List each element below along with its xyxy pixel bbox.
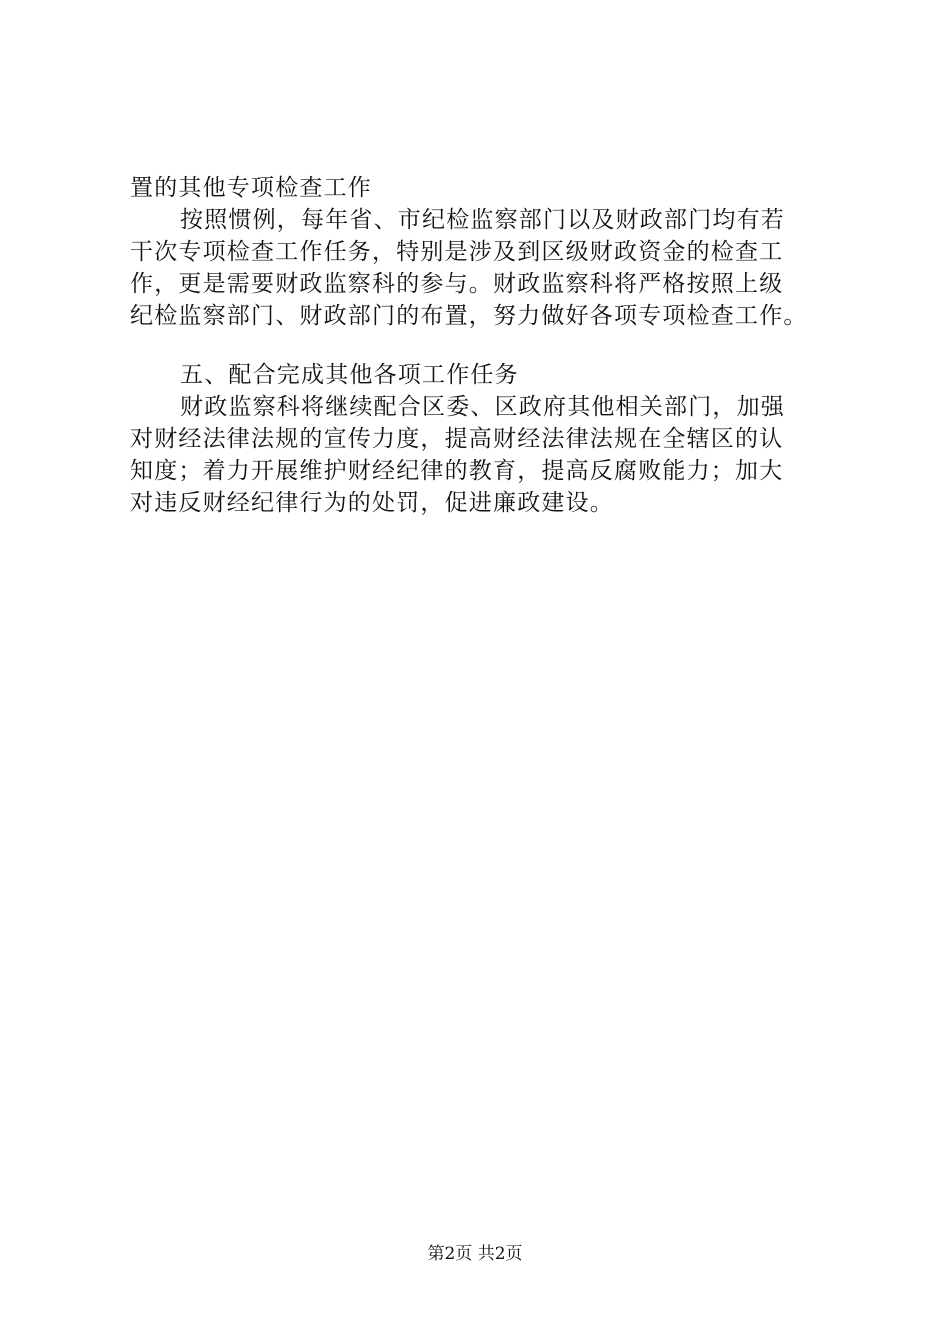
text-line: 纪检监察部门、财政部门的布置，努力做好各项专项检查工作。 [130,303,808,329]
text-line: 置的其他专项检查工作 [130,175,372,201]
text-line: 对财经法律法规的宣传力度，提高财经法律法规在全辖区的认 [130,426,784,452]
text-line: 作，更是需要财政监察科的参与。财政监察科将严格按照上级 [130,271,784,297]
text-line: 财政监察科将继续配合区委、区政府其他相关部门，加强 [180,394,785,420]
page-number-footer: 第2页 共2页 [427,1244,523,1264]
text-line: 对违反财经纪律行为的处罚，促进廉政建设。 [130,490,614,516]
text-line: 干次专项检查工作任务，特别是涉及到区级财政资金的检查工 [130,239,784,265]
text-line: 知度；着力开展维护财经纪律的教育，提高反腐败能力；加大 [130,458,784,484]
section-heading: 五、配合完成其他各项工作任务 [180,362,519,388]
text-line: 按照惯例，每年省、市纪检监察部门以及财政部门均有若 [180,207,785,233]
